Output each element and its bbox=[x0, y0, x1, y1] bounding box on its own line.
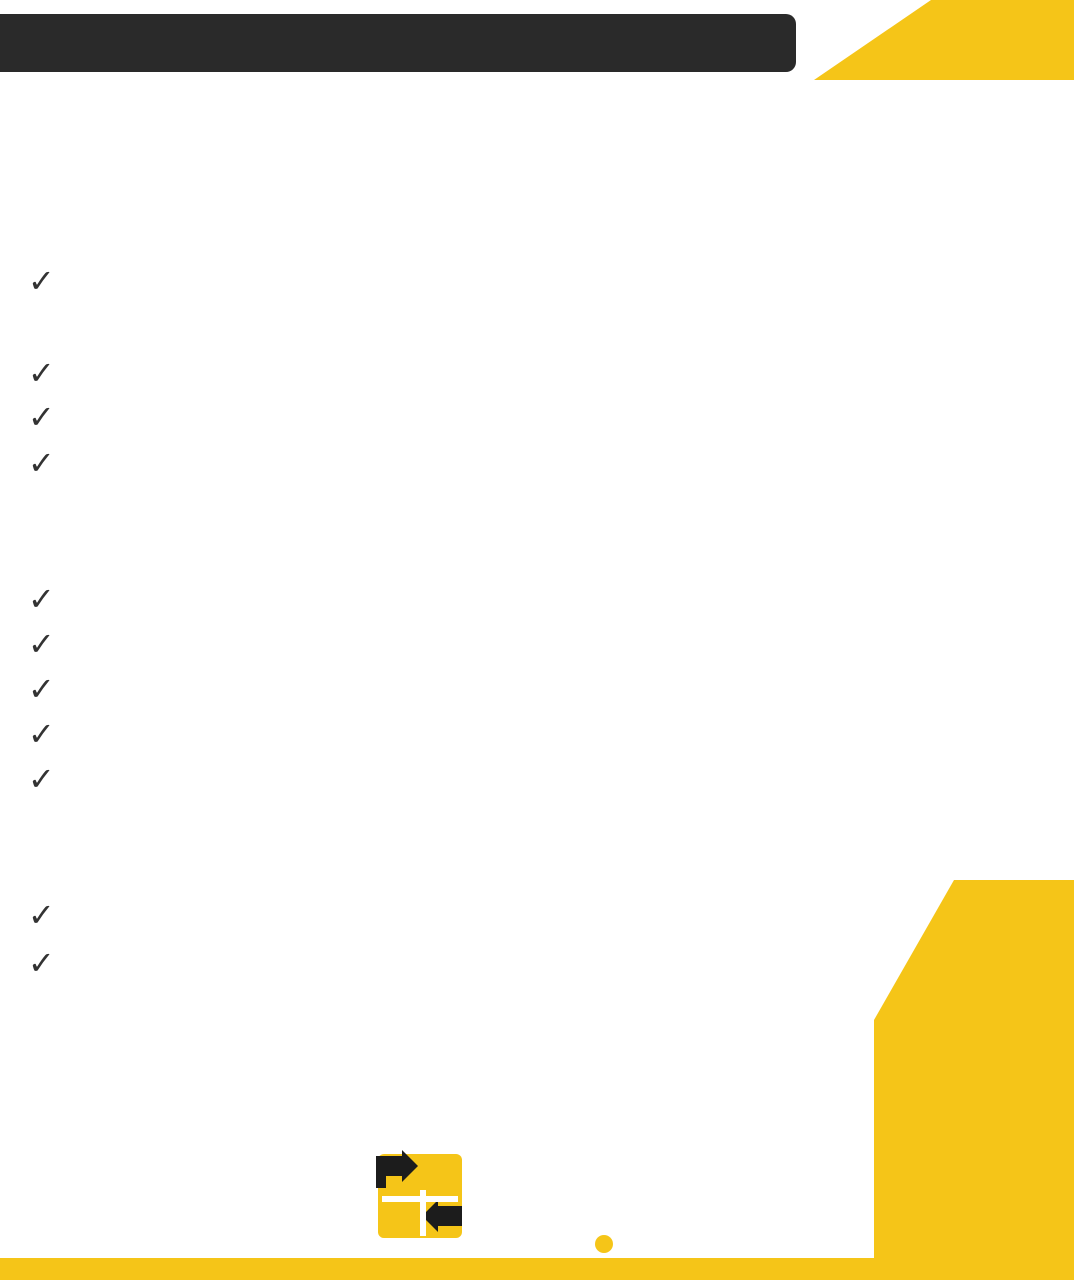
check-icon: ✓ bbox=[28, 399, 55, 435]
check-icon: ✓ bbox=[28, 671, 55, 707]
list-item bbox=[28, 398, 59, 436]
check-icon: ✓ bbox=[28, 716, 55, 752]
check-icon: ✓ bbox=[28, 626, 55, 662]
list-item bbox=[28, 262, 59, 300]
list-item bbox=[28, 580, 59, 618]
list-item bbox=[28, 625, 59, 663]
list-item bbox=[28, 944, 59, 982]
yellow-arrow-shape bbox=[874, 880, 1074, 1280]
top-dark-bar bbox=[0, 14, 796, 72]
check-icon: ✓ bbox=[28, 263, 55, 299]
corner-yellow-shape bbox=[814, 0, 1074, 80]
check-icon: ✓ bbox=[28, 761, 55, 797]
check-icon: ✓ bbox=[28, 355, 55, 391]
list-item bbox=[28, 760, 59, 798]
list-item bbox=[28, 670, 59, 708]
list-item bbox=[28, 354, 59, 392]
list-item bbox=[28, 896, 59, 934]
list-item bbox=[28, 444, 59, 482]
integrar-logo bbox=[372, 1148, 712, 1256]
check-icon: ✓ bbox=[28, 445, 55, 481]
check-icon: ✓ bbox=[28, 897, 55, 933]
check-icon: ✓ bbox=[28, 581, 55, 617]
list-item bbox=[28, 715, 59, 753]
check-icon: ✓ bbox=[28, 945, 55, 981]
bottom-yellow-band bbox=[0, 1258, 1074, 1280]
puzzle-arrows-icon bbox=[376, 1150, 462, 1238]
